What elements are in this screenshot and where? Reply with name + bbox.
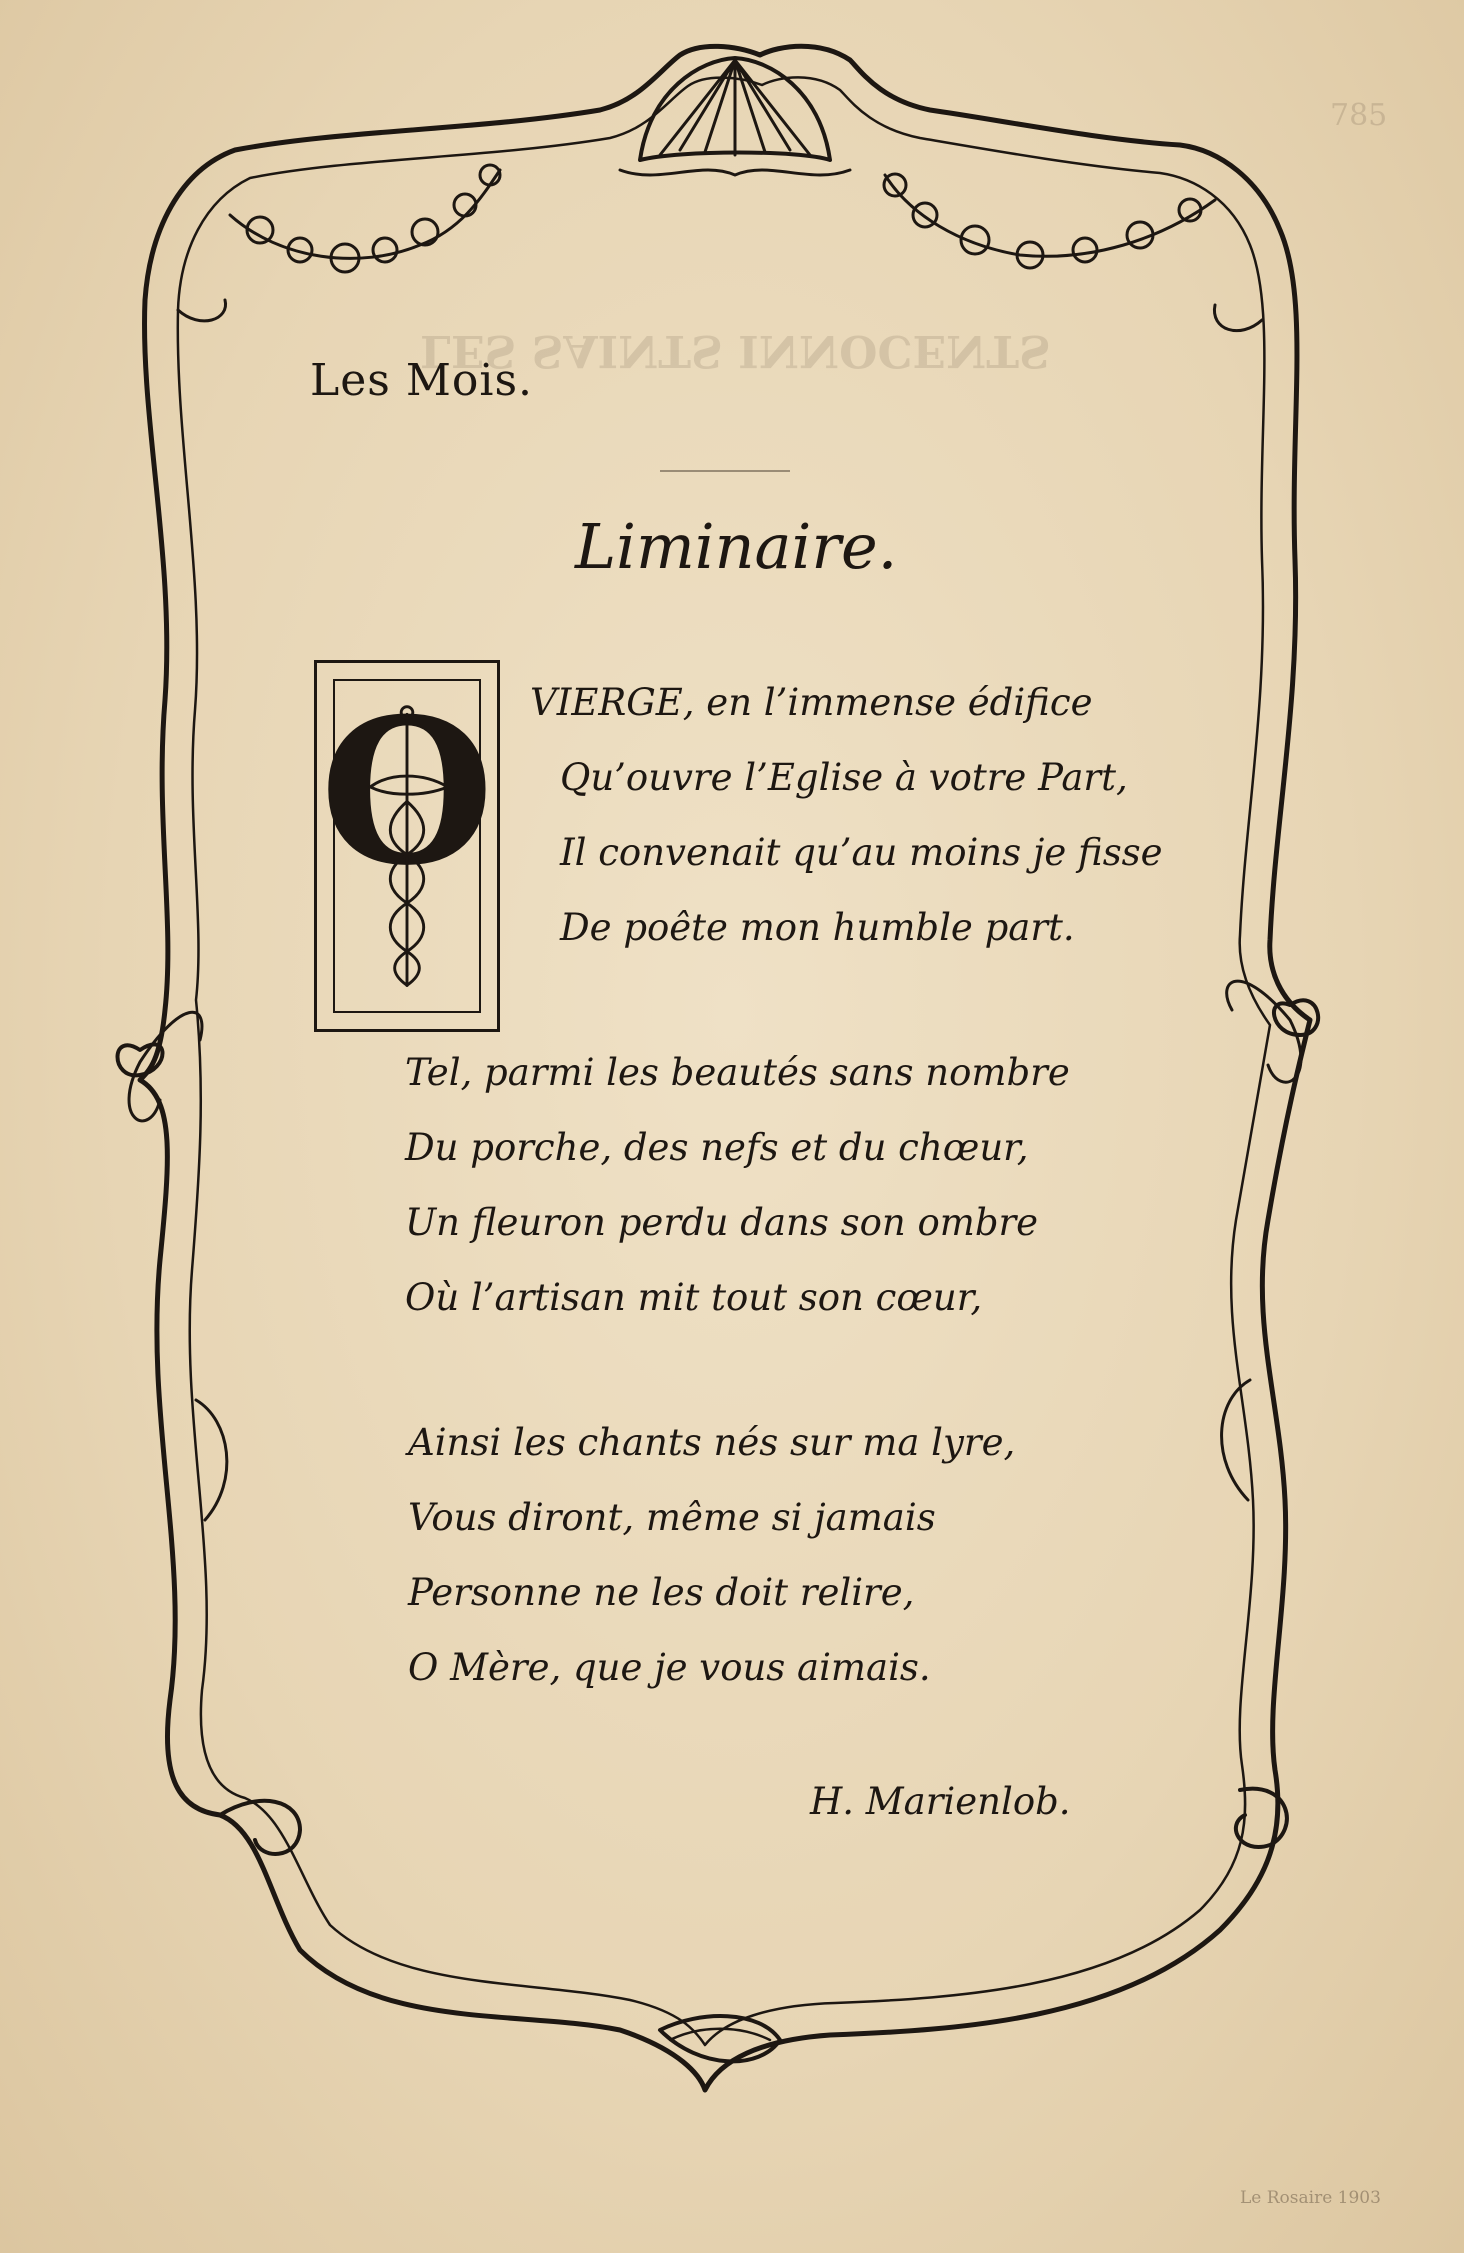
caduceus-ornament-icon [317,663,497,1029]
poem-line: Du porche, des nefs et du chœur, [405,1126,1029,1169]
poem-title: Liminaire. [575,510,898,583]
stanza-2 [405,1035,1070,1335]
poem-line: VIERGE, en l’immense édifice [530,681,1093,724]
poem-line: Ainsi les chants nés sur ma lyre, [408,1421,1016,1464]
poem-line: Vous diront, même si jamais [408,1496,936,1539]
bleed-footer: Le Rosaire 1903 [1240,2188,1381,2208]
poem-line: Personne ne les doit relire, [408,1571,915,1614]
stanza-1 [530,665,1163,965]
series-title: Les Mois. [310,355,534,406]
drop-cap-letter: O [319,675,495,910]
poem-line: Un fleuron perdu dans son ombre [405,1201,1039,1244]
poem-line: O Mère, que je vous aimais. [408,1646,931,1689]
title-rule [660,470,790,472]
poem-line: Il convenait qu’au moins je fisse [560,831,1163,874]
poem-line: Qu’ouvre l’Eglise à votre Part, [560,756,1128,799]
bleed-page-number: 785 [1330,98,1388,133]
drop-cap-box [314,660,500,1032]
poem-line: De poête mon humble part. [560,906,1075,949]
poem-line: Où l’artisan mit tout son cœur, [405,1276,983,1319]
stanza-3 [408,1405,1015,1705]
bleed-heading: LES SAINTS INNOCENTS [420,325,1051,376]
signature: H. Marienlob. [810,1780,1071,1823]
poem-line: Tel, parmi les beautés sans nombre [405,1051,1070,1094]
